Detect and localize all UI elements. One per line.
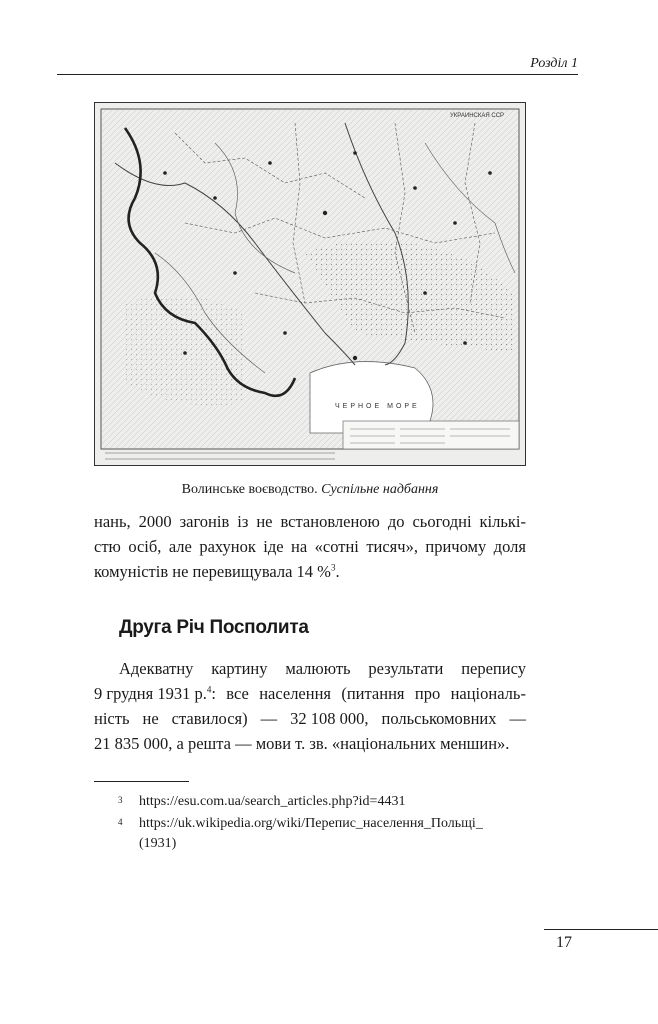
word: із (237, 512, 249, 531)
footnote-ref: 3 (330, 562, 336, 573)
paragraph-continued (94, 509, 526, 584)
section-heading: Друга Річ Посполита (119, 617, 309, 638)
word: кількі- (479, 512, 526, 531)
map-figure (94, 102, 526, 466)
word: рахунок (199, 537, 256, 556)
header-rule (57, 74, 578, 75)
word: ставилося) (171, 709, 248, 728)
word: національ- (450, 684, 526, 703)
footnote-number: 4 (118, 817, 123, 827)
map-title-label: УКРАИНСКАЯ ССР (450, 113, 505, 119)
footnote-link-continued[interactable]: (1931) (139, 836, 177, 851)
text-segment: комуністів не перевищувала 14 % (94, 562, 331, 581)
word: стю (94, 537, 121, 556)
text-line (94, 706, 526, 731)
word: малюють (285, 659, 351, 678)
running-head: Розділ 1 (530, 56, 578, 71)
word: нань, (94, 512, 131, 531)
text-line (94, 681, 526, 706)
word: до (387, 512, 405, 531)
word: осіб, (128, 537, 162, 556)
word: польськомовних (381, 709, 497, 728)
page-number: 17 (556, 934, 572, 951)
footnote-rule (94, 781, 189, 782)
caption-text: Волинське воєводство. (181, 482, 322, 497)
text-line (94, 509, 526, 534)
word: Адекватну (119, 659, 194, 678)
word: загонів (179, 512, 230, 531)
word: населення (259, 684, 331, 703)
figure-caption (94, 482, 526, 498)
word: іде (263, 537, 284, 556)
text-line (94, 656, 526, 681)
word: перепису (461, 659, 526, 678)
word: не (142, 709, 159, 728)
word: на (291, 537, 308, 556)
paragraph (94, 656, 526, 756)
text-segment: 9 грудня 1931 р.$^4$: (94, 684, 216, 703)
footnote-link[interactable]: https://uk.wikipedia.org/wiki/Перепис_населення_Польщі_ (139, 816, 483, 831)
word: встановленою (280, 512, 380, 531)
word: картину (211, 659, 268, 678)
map-sea-label: ЧЕРНОЕ МОРЕ (335, 403, 420, 410)
footnote-number: 3 (118, 795, 123, 805)
word: (питання (341, 684, 405, 703)
word: але (168, 537, 192, 556)
text-line (94, 534, 526, 559)
word: сьогодні (412, 512, 472, 531)
word: результати (368, 659, 444, 678)
text-line (94, 559, 526, 584)
word: — (260, 709, 278, 728)
footer-rule (544, 929, 658, 930)
word: доля (493, 537, 526, 556)
text-line: 21 835 000, а решта — мови т. зв. «національних меншин». (94, 734, 510, 753)
word: все (226, 684, 249, 703)
word: про (414, 684, 441, 703)
footnote-link[interactable]: https://esu.com.ua/search_articles.php?id=4431 (139, 794, 406, 809)
footnote-ref: 4 (206, 684, 212, 695)
word: ність (94, 709, 130, 728)
word: «сотні (314, 537, 359, 556)
text-segment: . (335, 562, 340, 581)
word: не (256, 512, 273, 531)
map-image (95, 103, 525, 465)
word: 32 108 000, (290, 709, 369, 728)
word: — (509, 709, 526, 728)
word: тисяч», (366, 537, 418, 556)
word: причому (425, 537, 487, 556)
word: 2000 (138, 512, 172, 531)
caption-source: Суспільне надбання (321, 482, 439, 497)
